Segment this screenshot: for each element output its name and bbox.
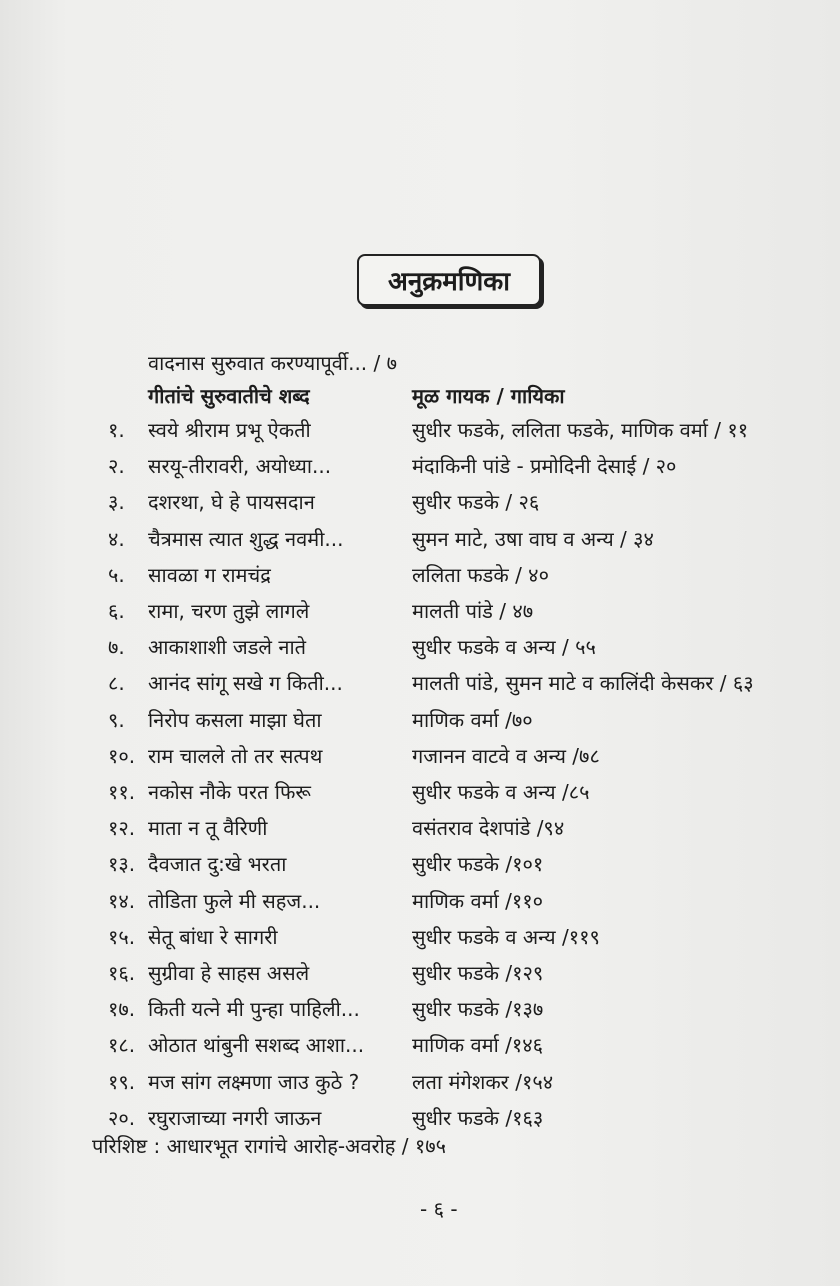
entry-number: १०. bbox=[108, 744, 136, 768]
entry-number: ३. bbox=[108, 490, 125, 514]
entry-singer: मंदाकिनी पांडे - प्रमोदिनी देसाई / २० bbox=[412, 454, 677, 478]
entry-song: तोडिता फुले मी सहज... bbox=[148, 889, 321, 913]
entry-number: १३. bbox=[108, 852, 136, 876]
toc-entry bbox=[0, 776, 840, 808]
entry-singer: सुमन माटे, उषा वाघ व अन्य / ३४ bbox=[412, 527, 654, 551]
toc-entry bbox=[0, 559, 840, 591]
entry-singer: वसंतराव देशपांडे /९४ bbox=[412, 816, 565, 840]
entry-singer: ललिता फडके / ४० bbox=[412, 563, 549, 587]
entry-number: ५. bbox=[108, 563, 125, 587]
toc-entry bbox=[0, 848, 840, 880]
entry-song: मज सांग लक्ष्मणा जाउ कुठे ? bbox=[148, 1070, 360, 1094]
entry-number: ८. bbox=[108, 671, 125, 695]
entry-singer: माणिक वर्मा /११० bbox=[412, 889, 544, 913]
entry-number: ११. bbox=[108, 780, 136, 804]
appendix-line: परिशिष्ट : आधारभूत रागांचे आरोह-अवरोह / १७५ bbox=[92, 1134, 447, 1158]
entry-singer: सुधीर फडके /१०१ bbox=[412, 852, 544, 876]
entry-song: निरोप कसला माझा घेता bbox=[148, 708, 322, 732]
singer-column-header: मूळ गायक / गायिका bbox=[412, 384, 565, 408]
entry-number: १. bbox=[108, 418, 125, 442]
entry-singer: सुधीर फडके / २६ bbox=[412, 490, 540, 514]
entry-song: आकाशाशी जडले नाते bbox=[148, 635, 307, 659]
toc-entry bbox=[0, 704, 840, 736]
entry-song: सरयू-तीरावरी, अयोध्या... bbox=[148, 454, 332, 478]
toc-entry bbox=[0, 812, 840, 844]
entry-song: किती यत्ने मी पुन्हा पाहिली... bbox=[148, 997, 360, 1021]
song-column-header: गीतांचे सुरुवातीचे शब्द bbox=[148, 384, 310, 408]
toc-entry bbox=[0, 523, 840, 555]
entry-number: १२. bbox=[108, 816, 136, 840]
entry-song: माता न तू वैरिणी bbox=[148, 816, 268, 840]
intro-line bbox=[0, 347, 840, 379]
entry-number: १९. bbox=[108, 1070, 136, 1094]
entry-song: रघुराजाच्या नगरी जाऊन bbox=[148, 1106, 322, 1130]
toc-entry bbox=[0, 885, 840, 917]
intro-text: वादनास सुरुवात करण्यापूर्वी... / ७ bbox=[148, 351, 398, 375]
entry-singer: सुधीर फडके /१२९ bbox=[412, 961, 544, 985]
toc-entry bbox=[0, 595, 840, 627]
entry-number: ४. bbox=[108, 527, 125, 551]
entry-number: ६. bbox=[108, 599, 125, 623]
toc-entry bbox=[0, 1029, 840, 1061]
entry-song: चैत्रमास त्यात शुद्ध नवमी... bbox=[148, 527, 344, 551]
toc-entry bbox=[0, 921, 840, 953]
entry-singer: मालती पांडे, सुमन माटे व कालिंदी केसकर / ६३ bbox=[412, 671, 754, 695]
entry-number: १४. bbox=[108, 889, 136, 913]
entry-song: सुग्रीवा हे साहस असले bbox=[148, 961, 310, 985]
entry-number: १६. bbox=[108, 961, 136, 985]
entry-number: १५. bbox=[108, 925, 136, 949]
toc-entry bbox=[0, 450, 840, 482]
entry-singer: सुधीर फडके /१६३ bbox=[412, 1106, 544, 1130]
entry-number: २. bbox=[108, 454, 125, 478]
entry-singer: माणिक वर्मा /१४६ bbox=[412, 1033, 544, 1057]
entry-song: रामा, चरण तुझे लागले bbox=[148, 599, 310, 623]
toc-entry bbox=[0, 740, 840, 772]
entry-singer: सुधीर फडके व अन्य /८५ bbox=[412, 780, 590, 804]
entry-singer: सुधीर फडके /१३७ bbox=[412, 997, 544, 1021]
entry-singer: सुधीर फडके व अन्य / ५५ bbox=[412, 635, 596, 659]
entry-song: सावळा ग रामचंद्र bbox=[148, 563, 271, 587]
entry-singer: लता मंगेशकर /१५४ bbox=[412, 1070, 554, 1094]
entry-song: आनंद सांगू सखे ग किती... bbox=[148, 671, 343, 695]
entry-song: दशरथा, घे हे पायसदान bbox=[148, 490, 315, 514]
entry-number: ९. bbox=[108, 708, 125, 732]
entry-singer: सुधीर फडके, ललिता फडके, माणिक वर्मा / ११ bbox=[412, 418, 749, 442]
toc-entry bbox=[0, 957, 840, 989]
entry-singer: सुधीर फडके व अन्य /११९ bbox=[412, 925, 600, 949]
toc-entry bbox=[0, 993, 840, 1025]
entry-song: सेतू बांधा रे सागरी bbox=[148, 925, 278, 949]
entry-number: १७. bbox=[108, 997, 136, 1021]
toc-entry bbox=[0, 667, 840, 699]
page-title: अनुक्रमणिका bbox=[357, 254, 541, 306]
entry-singer: माणिक वर्मा /७० bbox=[412, 708, 533, 732]
toc-entry bbox=[0, 486, 840, 518]
entry-song: नकोस नौके परत फिरू bbox=[148, 780, 311, 804]
toc-entry bbox=[0, 631, 840, 663]
entry-singer: मालती पांडे / ४७ bbox=[412, 599, 534, 623]
toc-entry bbox=[0, 414, 840, 446]
entry-number: ७. bbox=[108, 635, 125, 659]
entry-song: ओठात थांबुनी सशब्द आशा... bbox=[148, 1033, 365, 1057]
entry-song: राम चालले तो तर सत्पथ bbox=[148, 744, 323, 768]
column-headers bbox=[0, 380, 840, 412]
entry-number: २०. bbox=[108, 1106, 136, 1130]
entry-song: दैवजात दु:खे भरता bbox=[148, 852, 287, 876]
entry-singer: गजानन वाटवे व अन्य /७८ bbox=[412, 744, 600, 768]
toc-entry bbox=[0, 1066, 840, 1098]
page-number: - ६ - bbox=[420, 1197, 458, 1221]
entry-number: १८. bbox=[108, 1033, 136, 1057]
entry-song: स्वये श्रीराम प्रभू ऐकती bbox=[148, 418, 311, 442]
